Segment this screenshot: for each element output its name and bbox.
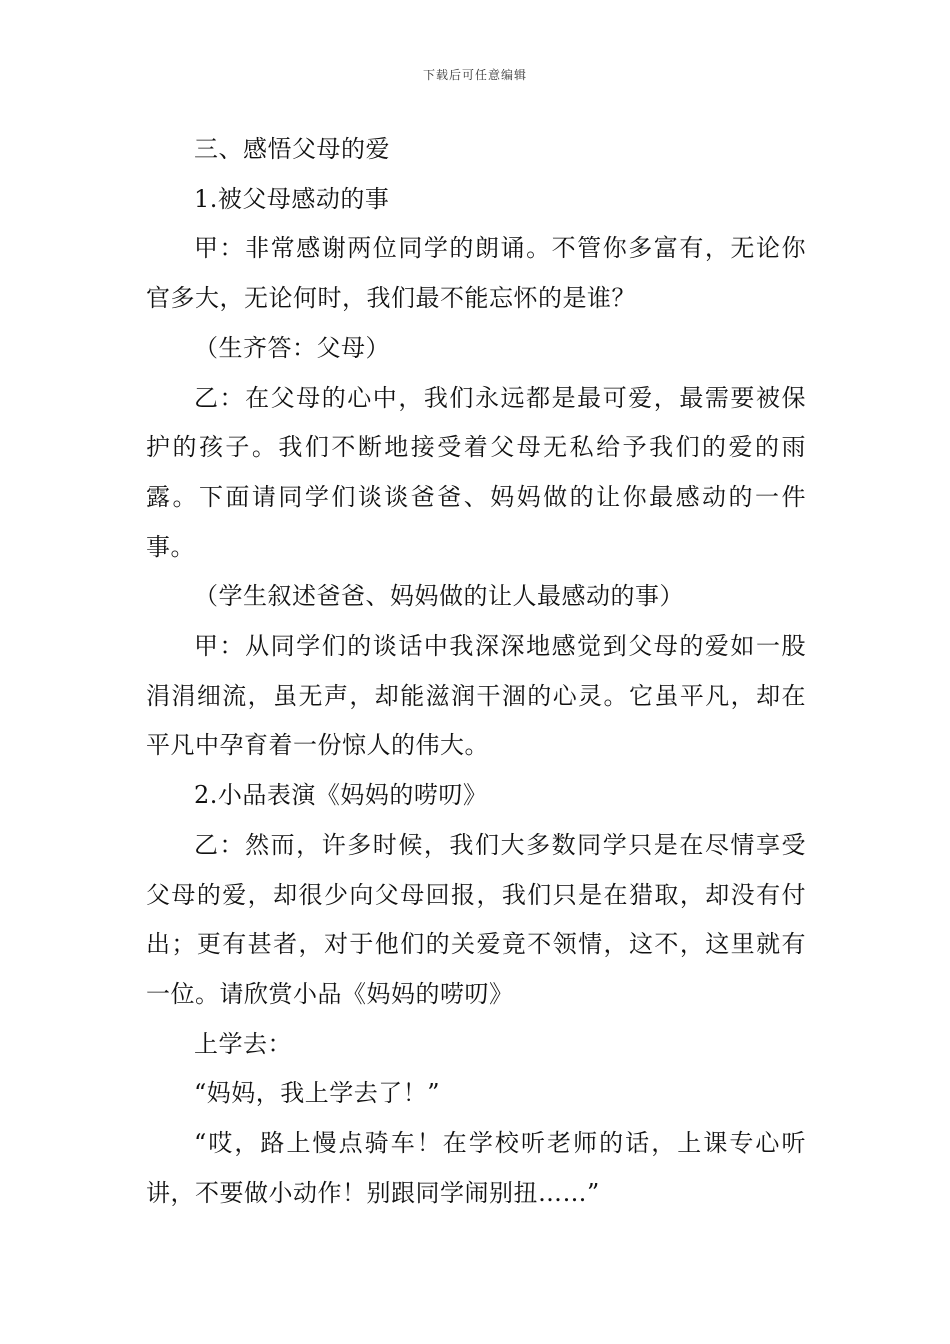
paragraph: 甲：从同学们的谈话中我深深地感觉到父母的爱如一股涓涓细流，虽无声，却能滋润干涸的心灵。它虽平凡，却在平凡中孕育着一份惊人的伟大。 [146,632,806,760]
dialogue-line: “妈妈，我上学去了！” [194,1079,441,1108]
paragraph: （生齐答：父母） [194,333,390,362]
page-header-note: 下载后可任意编辑 [422,68,527,82]
subsection-heading: 1.被父母感动的事 [194,184,390,213]
paragraph: 上学去： [194,1029,292,1058]
paragraph: 甲：非常感谢两位同学的朗诵。不管你多富有，无论你官多大，无论何时，我们最不能忘怀的是谁？ [146,234,806,313]
subsection-heading: 2.小品表演《妈妈的唠叨》 [194,781,488,810]
dialogue-line: “哎，路上慢点骑车！在学校听老师的话，上课专心听讲，不要做小动作！别跟同学闹别扭……” [146,1129,806,1207]
paragraph: （学生叙述爸爸、妈妈做的让人最感动的事） [194,582,684,611]
section-heading: 三、感悟父母的爱 [194,135,390,163]
paragraph: 乙：然而，许多时候，我们大多数同学只是在尽情享受父母的爱，却很少向父母回报，我们只是在猎取，却没有付出；更有甚者，对于他们的关爱竟不领情，这不，这里就有一位。请欣赏小品《妈妈的唠叨》 [146,830,806,1008]
paragraph: 乙：在父母的心中，我们永远都是最可爱，最需要被保护的孩子。我们不断地接受着父母无私给予我们的爱的雨露。下面请同学们谈谈爸爸、妈妈做的让你最感动的一件事。 [146,383,806,561]
document-body [146,125,806,1218]
